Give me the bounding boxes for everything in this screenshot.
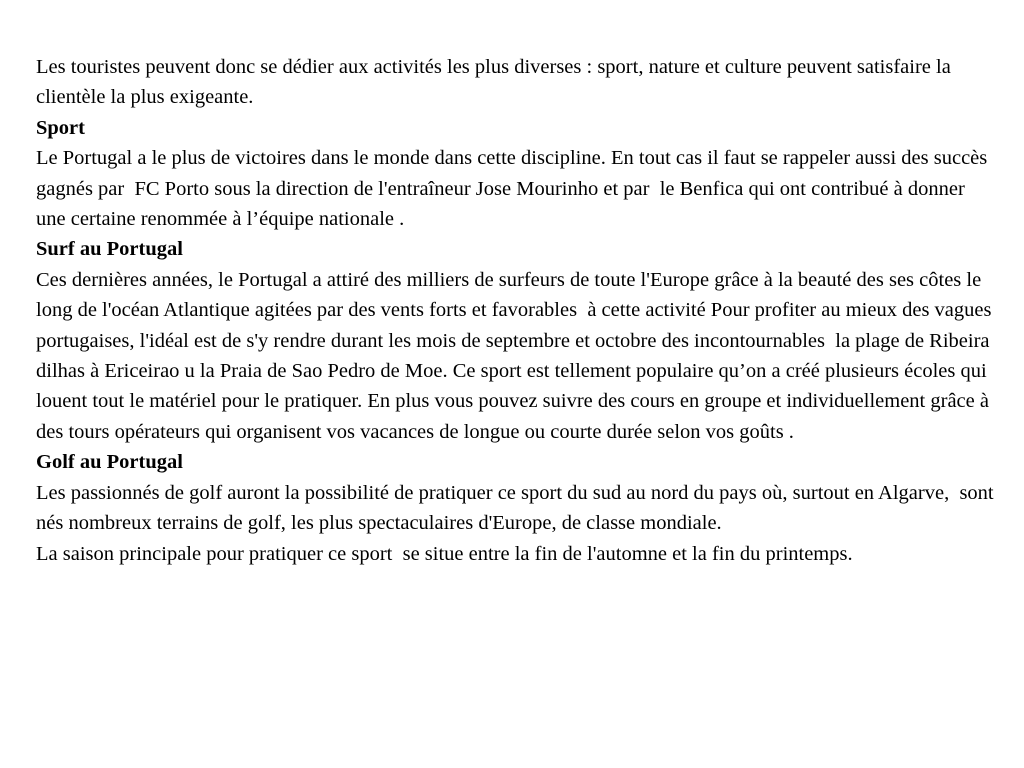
sport-paragraph: Le Portugal a le plus de victoires dans le monde dans cette discipline. En tout cas il faut se rappeler aussi des succès gagnés par FC Porto sous la direction de l'entraîneur Jose Mourinho et par le Benfica qui ont contribué à donner une certaine renommée à l’équipe nationale . (36, 147, 993, 231)
golf-paragraph: Les passionnés de golf auront la possibilité de pratiquer ce sport du sud au nord du pays où, surtout en Algarve, sont nés nombreux terrains de golf, les plus spectaculaires d'Europe, de classe mondiale. (36, 481, 999, 535)
golf-season-paragraph: La saison principale pour pratiquer ce sport se situe entre la fin de l'automne et la fin du printemps. (36, 542, 853, 565)
intro-paragraph: Les touristes peuvent donc se dédier aux activités les plus diverses : sport, nature et culture peuvent satisfaire la clientèle la plus exigeante. (36, 56, 956, 109)
surf-paragraph: Ces dernières années, le Portugal a attiré des milliers de surfeurs de toute l'Europe grâce à la beauté des ses côtes le long de l'océan Atlantique agitées par des vents forts et favorables à cette activité Pour profiter au mieux des vagues portugaises, l'idéal est de s'y rendre durant les mois de septembre et octobre des incontournables la plage de Ribeira dilhas à Ericeirao u la Praia de Sao Pedro de Moe. Ce sport est tellement populaire qu’on a créé plusieurs écoles qui louent tout le matériel pour le pratiquer. En plus vous pouvez suivre des cours en groupe et individuellement grâce à des tours opérateurs qui organisent vos vacances de longue ou courte durée selon vos goûts . (36, 268, 997, 443)
golf-heading: Golf au Portugal (36, 451, 183, 474)
sport-heading: Sport (36, 116, 85, 139)
slide-body (36, 52, 998, 569)
surf-heading: Surf au Portugal (36, 238, 183, 261)
